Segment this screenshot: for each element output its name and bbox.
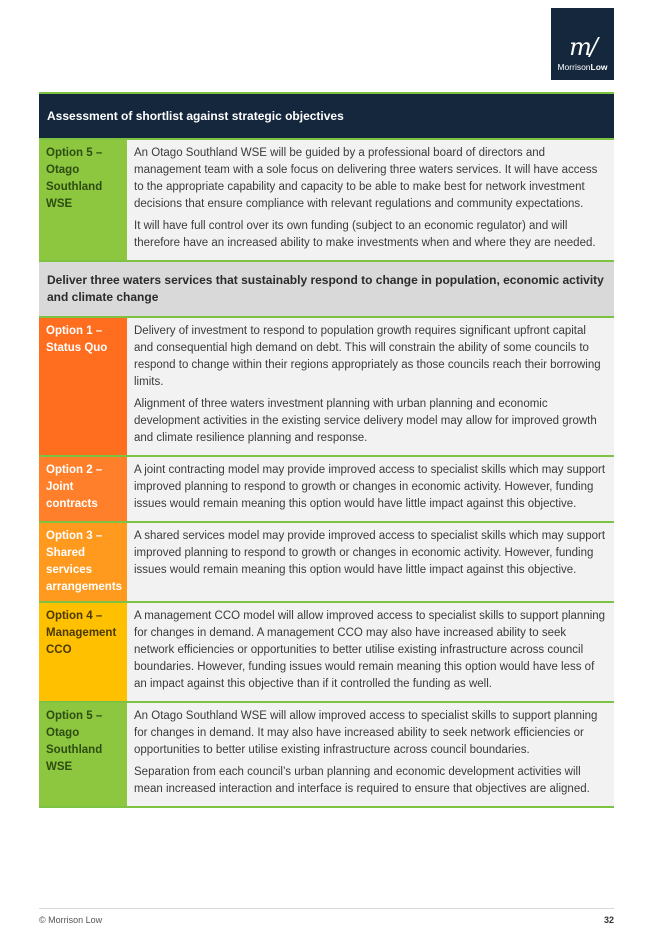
description-paragraph: An Otago Southland WSE will be guided by a professional board of directors and management team with a sole focus on delivering three waters services. It will have access to the appropriate capability and capacity to be able to make best for network investment decisions that ensure compliance with relevant regulations and community expectations. (134, 147, 598, 210)
option-label: Option 5 – Otago Southland WSE (39, 140, 127, 260)
logo-mark: m/ (569, 33, 596, 61)
description-paragraph: It will have full control over its own funding (subject to an economic regulator) and will therefore have an increased ability to make investments when and where they are needed. (134, 220, 596, 249)
option-description (127, 523, 614, 601)
option-label: Option 5 – Otago Southland WSE (39, 703, 127, 806)
option-description (127, 703, 614, 806)
table-row (39, 521, 614, 601)
table-row (39, 316, 614, 455)
assessment-table (39, 92, 614, 808)
logo-text-light: Morrison (557, 62, 591, 72)
description-paragraph: Delivery of investment to respond to population growth requires significant upfront capital and consequential high demand on debt. This will constrain the ability of some councils to respond to change within their regions appropriately as those councils reach their borrowing limits. (134, 325, 601, 388)
logo-text (557, 62, 607, 72)
description-paragraph: A shared services model may provide improved access to specialist skills which may support improved planning to respond to growth or changes in economic activity. However, funding issues would remain meaning this option would have little impact against this objective. (134, 530, 606, 576)
description-paragraph: Alignment of three waters investment planning with urban planning and economic development activities in the existing service delivery model may allow for improved growth and climate resilience planning and response. (134, 398, 597, 444)
option-description (127, 603, 614, 701)
morrison-low-logo (551, 8, 614, 80)
option-description (127, 457, 614, 521)
table-row (39, 601, 614, 701)
description-paragraph: An Otago Southland WSE will allow improved access to specialist skills to support planning for changes in demand. It may also have increased ability to seek network efficiencies or opportunities to better utilise existing infrastructure across council boundaries. (134, 710, 598, 756)
logo-text-bold: Low (590, 62, 608, 72)
option-label: Option 4 – Management CCO (39, 603, 127, 701)
footer-copyright: © Morrison Low (39, 915, 103, 925)
option-label: Option 3 – Shared services arrangements (39, 523, 127, 601)
footer-divider (39, 908, 614, 909)
section-header-change: Deliver three waters services that sustainably respond to change in population, economic activity and climate change (39, 260, 614, 316)
option-label: Option 2 – Joint contracts (39, 457, 127, 521)
table-row (39, 701, 614, 808)
description-paragraph: Separation from each council’s urban planning and economic development activities will mean increased interaction and interface is required to ensure that objectives are aligned. (134, 766, 590, 795)
table-row (39, 455, 614, 521)
option-description (127, 318, 614, 455)
option-label: Option 1 – Status Quo (39, 318, 127, 455)
table-row (39, 138, 614, 260)
description-paragraph: A joint contracting model may provide improved access to specialist skills which may support improved planning to respond to growth or changes in economic activity. However, funding issues would remain meaning this option would have little impact against this objective. (134, 464, 606, 510)
page-number: 32 (603, 915, 614, 925)
option-description (127, 140, 614, 260)
description-paragraph: A management CCO model will allow improved access to specialist skills to support planning for changes in demand. A management CCO may also have increased ability to seek network efficiencies or opportunities to better utilise existing infrastructure across council boundaries. However, funding issues would remain meaning this option would have less of an impact against this objective than if it controlled the funding as well. (134, 610, 606, 690)
section-header-strategic: Assessment of shortlist against strategic objectives (39, 92, 614, 138)
